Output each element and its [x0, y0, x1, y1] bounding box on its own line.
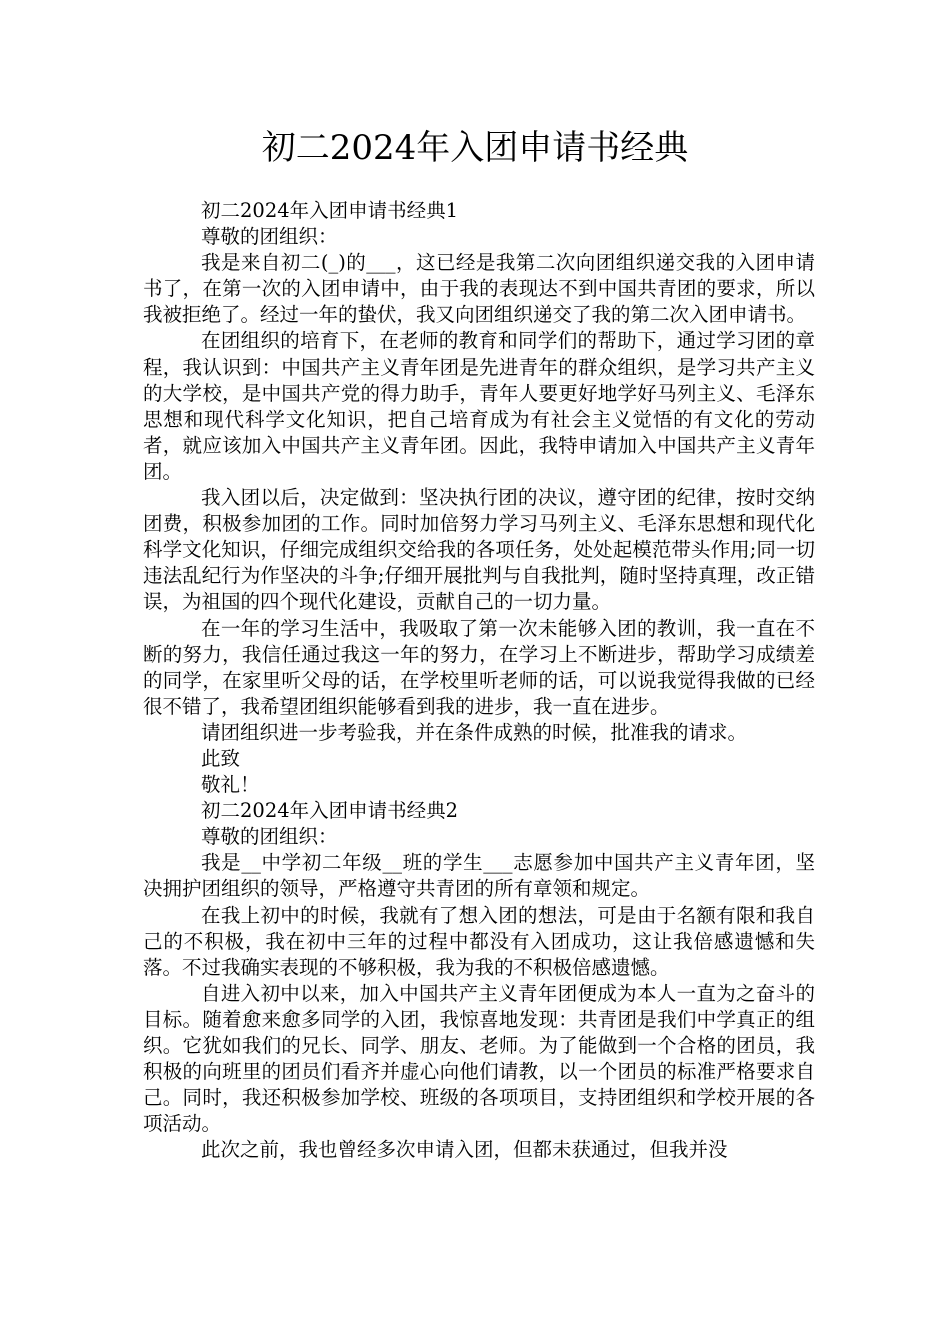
closing-line: 敬礼！ — [201, 773, 260, 797]
paragraph: 自进入初中以来，加入中国共产主义青年团便成为本人一直为之奋斗的目标。随着愈来愈多同学的入团，我惊喜地发现：共青团是我们中学真正的组织。它犹如我们的兄长、同学、朋友、老师。为了能做到一个合格的团员，我积极的向班里的团员们看齐并虚心向他们请教，以一个团员的标准严格要求自己。同时，我还积极参加学校、班级的各项项目，支持团组织和学校开展的各项活动。 — [143, 981, 815, 1136]
section-heading-1: 初二2024年入团申请书经典1 — [201, 199, 459, 222]
paragraph: 在我上初中的时候，我就有了想入团的想法，可是由于名额有限和我自己的不积极，我在初中三年的过程中都没有入团成功，这让我倍感遗憾和失落。不过我确实表现的不够积极，我为我的不积极倍感遗憾。 — [143, 903, 815, 979]
document-title: 初二2024年入团申请书经典 — [261, 128, 689, 168]
document-body — [143, 198, 815, 1163]
closing-line: 此致 — [201, 746, 241, 770]
paragraph: 请团组织进一步考验我，并在条件成熟的时候，批准我的请求。 — [201, 720, 748, 744]
paragraph: 此次之前，我也曾经多次申请入团，但都未获通过，但我并没 — [201, 1138, 728, 1162]
paragraph: 我是来自初二(_)的___，这已经是我第二次向团组织递交我的入团申请书了，在第一次的入团申请中，由于我的表现达不到中国共青团的要求，所以我被拒绝了。经过一年的蛰伏，我又向团组织递交了我的第二次入团申请书。 — [143, 251, 815, 327]
salutation: 尊敬的团组织： — [201, 825, 338, 849]
paragraph: 我入团以后，决定做到：坚决执行团的决议，遵守团的纪律，按时交纳团费，积极参加团的工作。同时加倍努力学习马列主义、毛泽东思想和现代化科学文化知识，仔细完成组织交给我的各项任务，处处起模范带头作用;同一切违法乱纪行为作坚决的斗争;仔细开展批判与自我批判，随时坚持真理，改正错误，为祖国的四个现代化建设，贡献自己的一切力量。 — [143, 486, 815, 614]
paragraph: 在团组织的培育下，在老师的教育和同学们的帮助下，通过学习团的章程，我认识到：中国共产主义青年团是先进青年的群众组织，是学习共产主义的大学校，是中国共产党的得力助手，青年人要更好地学好马列主义、毛泽东思想和现代科学文化知识，把自己培育成为有社会主义觉悟的有文化的劳动者，就应该加入中国共产主义青年团。因此，我特申请加入中国共产主义青年团。 — [143, 329, 815, 483]
section-heading-2: 初二2024年入团申请书经典2 — [201, 799, 459, 823]
salutation: 尊敬的团组织： — [201, 225, 338, 249]
paragraph: 我是__中学初二年级__班的学生___志愿参加中国共产主义青年团，坚决拥护团组织的领导，严格遵守共青团的所有章领和规定。 — [143, 851, 815, 901]
paragraph: 在一年的学习生活中，我吸取了第一次未能够入团的教训，我一直在不断的努力，我信任通过我这一年的努力，在学习上不断进步，帮助学习成绩差的同学，在家里听父母的话，在学校里听老师的话，可以说我觉得我做的已经很不错了，我希望团组织能够看到我的进步，我一直在进步。 — [143, 616, 815, 718]
